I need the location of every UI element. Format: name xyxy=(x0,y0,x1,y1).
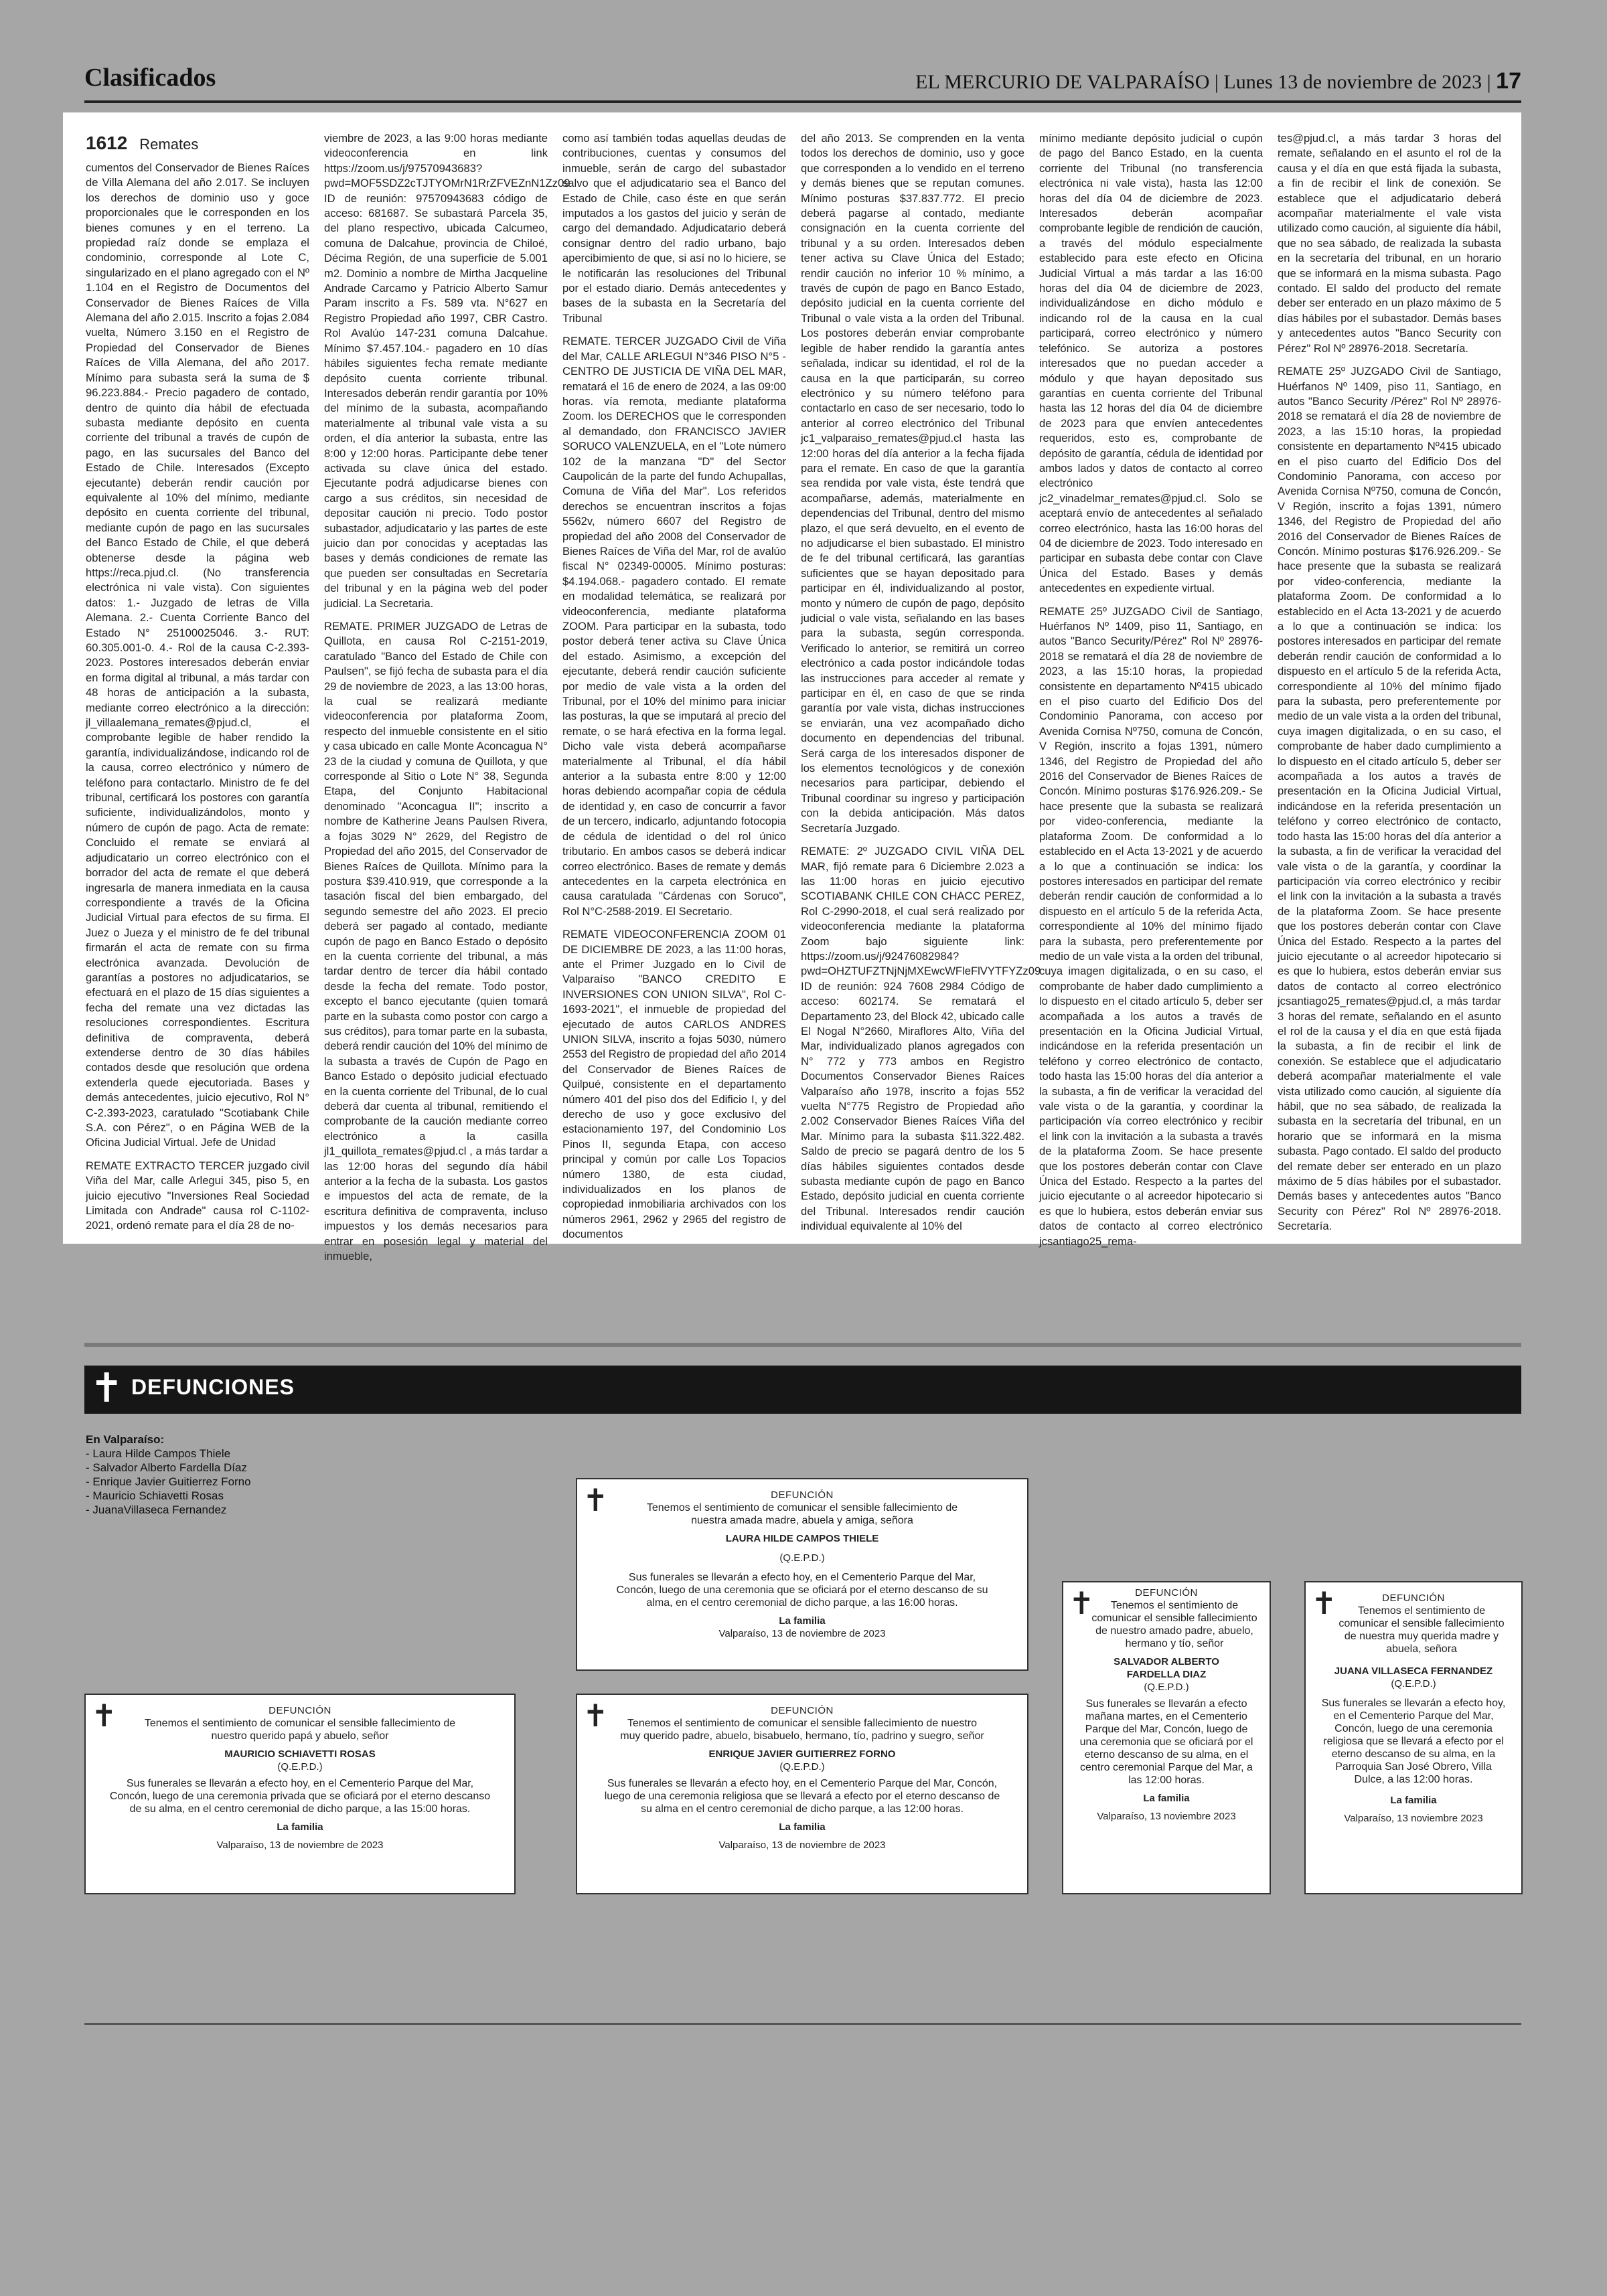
card-label: DEFUNCIÓN xyxy=(1135,1587,1198,1598)
page-number: 17 xyxy=(1496,68,1521,94)
deceased-list xyxy=(86,1432,251,1517)
qepd: (Q.E.P.D.) xyxy=(779,1761,825,1773)
card-body: Sus funerales se llevarán a efecto hoy, en el Cementerio Parque del Mar, Concón, luego de una ceremonia privada que se oficiará por el eterno descanso de su alma, en el centro ceremonial de dicho parque, a las 15:00 horas. xyxy=(109,1778,491,1815)
notice-text: REMATE: 2º JUZGADO CIVIL VIÑA DEL MAR, fijó remate para 6 Diciembre 2.023 a las 11:00 horas en juicio ejecutivo SCOTIABANK CHILE CON CHACC PEREZ, Rol C-2990-2018, el cual será realizado por videoconferencia mediante la plataforma Zoom bajo siguiente link: https://zoom.us/j/92476082984?pwd=OHZTUFZTNjNjMXEwcWFleFlVYTFYZz09 ID de reunión: 924 7608 2984 Código de acceso: 602174. Se rematará el Departamento 23, del Block 42, ubicado calle El Nogal N°2660, Miraflores Alto, Viña del Mar, individualizado planos agregados con N° 772 y 773 ambos en Registro Documentos Conservador Bienes Raíces Valparaíso año 1978, inscrito a fojas 552 vuelta N°775 Registro de Propiedad año 2.002 Conservador Bienes Raíces Viña del Mar. Mínimo para la subasta $11.322.482. Saldo de precio se pagará dentro de los 5 días hábiles siguientes contados desde subasta mediante cupón de pago en Banco Estado, depósito judicial en cuenta corriente del Tribunal. Interesados rendir caución individual equivalente al 10% del xyxy=(801,845,1041,1233)
card-family: La familia xyxy=(277,1821,323,1833)
section-title: Clasificados xyxy=(84,64,216,92)
card-label: DEFUNCIÓN xyxy=(269,1705,331,1716)
deceased-name: ENRIQUE JAVIER GUITIERREZ FORNO xyxy=(708,1748,896,1760)
cross-icon: ✝ xyxy=(1311,1585,1337,1621)
card-intro: Tenemos el sentimiento de comunicar el sensible fallecimiento de nuestra muy querida madre y abuela, señora xyxy=(1338,1605,1505,1655)
column-1 xyxy=(86,131,309,1232)
notice-text: viembre de 2023, a las 9:00 horas mediante videoconferencia en link https://zoom.us/j/97570943683?pwd=MOF5SDZ2cTJTYOMrN1RrZFVEZnN1Zz09 ID de reunión: 97570943683 código de acceso: 681687. Se subastará Parcela 35, del plano respectivo, ubicada Calcumeo, comuna de Dalcahue, provincia de Chiloé, Décima Región, de una superficie de 5.001 m2. Dominio a nombre de Mirtha Jacqueline Andrade Carcamo y Patricio Alberto Samur Param inscrito a Fs. 589 vta. N°627 en Registro Propiedad año 1997, CBR Castro. Rol Avalúo 147-231 comuna Dalcahue. Mínimo $7.457.104.- pagadero en 10 días hábiles siguientes fecha remate mediante depósito cuenta corriente tribunal. Interesados deberán rendir garantía por 10% del mínimo de la subasta, acompañando materialmente al tribunal vale vista a su orden, el día anterior la subasta, entre las 8:00 y 12:00 horas. Participante debe tener activada su clave única del estado. Ejecutante podrá adjudicarse bienes con cargo a sus créditos, sin necesidad de depositar caución ni precio. Todo postor subastador, adjudicatario y las partes de este juicio dan por conocidas y aceptadas las bases y demás condiciones de remate las que pueden ser consultadas en Secretaría del tribunal y en la página web del poder judicial. La Secretaria. xyxy=(324,132,570,610)
column-2 xyxy=(324,131,570,1263)
column-5 xyxy=(1039,131,1263,1248)
notice-text: REMATE. TERCER JUZGADO Civil de Viña del Mar, CALLE ARLEGUI N°346 PISO N°5 - CENTRO DE JUSTICIA DE VIÑA DEL MAR, rematará el 16 de enero de 2024, a las 09:00 horas. vía remota, mediante plataforma Zoom. los DERECHOS que le corresponden al demandado, don FRANCISCO JAVIER SORUCO VALENZUELA, en el "Lote número 102 de la manzana "D" del Sector Caupolicán de la parte del fundo Achupallas, Comuna de Viña del Mar". Los referidos derechos se encuentran inscritos a fojas 5562v, número 6607 del Registro de propiedad del año 2008 del Conservador de Bienes Raíces de Viña del Mar, rol de avalúo fiscal N° 02349-00005. Mínimo posturas: $4.194.068.- pagadero contado. El remate en modalidad telemática, se realizará por videoconferencia, mediante plataforma ZOOM. Para participar en la subasta, todo postor deberá tener activa su Clave Única del estado. Asimismo, a excepción del ejecutante, deberá rendir caución suficiente por medio de vale vista a la orden del Tribunal, por el 10% del mínimo para iniciar las posturas, la que se imputará al precio del remate, o se hará efectiva en la forma legal. Dicho vale vista deberá acompañarse materialmente al Tribunal, el día hábil anterior a la subasta entre 8:00 y 12:00 horas debiendo acompañar copia de cédula de identidad y, en caso de concurrir a favor de un tercero, indicarlo, adjuntando fotocopia de cédula de identidad o del rol único tributario. En ambos casos se deberá indicar correo electrónico. Bases de remate y demás antecedentes en la carpeta electrónica en causa caratulada "Cárdenas con Soruco", Rol N°C-2588-2019. El Secretario. xyxy=(562,335,786,918)
card-family: La familia xyxy=(779,1821,826,1833)
cross-icon: ✝ xyxy=(90,1365,124,1412)
card-date: Valparaíso, 13 de noviembre de 2023 xyxy=(718,1839,886,1851)
list-item: - Mauricio Schiavetti Rosas xyxy=(86,1489,224,1502)
remates-panel xyxy=(63,112,1521,1263)
defunciones-title: DEFUNCIONES xyxy=(131,1375,295,1399)
issue-date: Lunes 13 de noviembre de 2023 xyxy=(1223,71,1482,93)
card-body: Sus funerales se llevarán a efecto hoy, en el Cementerio Parque del Mar, Concón, luego de una ceremonia que se oficiará por el eterno descanso de su alma, en el centro ceremonial de dicho parque, a las 16:00 horas. xyxy=(616,1572,988,1609)
card-intro: Tenemos el sentimiento de comunicar el sensible fallecimiento de nuestro querido papá y abuelo, señor xyxy=(144,1718,456,1742)
obituary-card xyxy=(1062,1581,1271,1894)
notice-text: como así también todas aquellas deudas de contribuciones, cuentas y consumos del inmueble, serán de cargo del subastador salvo que el adjudicatario sea el Banco del Estado de Chile, caso éste en que serán imputados a los gastos del juicio y serán de cargo del demandado. Adjudicatario deberá consignar dentro del radio urbano, bajo apercibimiento de que, si así no lo hiciere, se le notificarán las resoluciones del Tribunal por el estado diario. Demás antecedentes y bases de la subasta en la Secretaría del Tribunal xyxy=(562,132,786,325)
deceased-name: JUANA VILLASECA FERNANDEZ xyxy=(1334,1665,1493,1677)
card-intro: Tenemos el sentimiento de comunicar el sensible fallecimiento de nuestro muy querido padre, abuelo, bisabuelo, hermano, tío, padrino y suegro, señor xyxy=(620,1718,984,1742)
card-family: La familia xyxy=(1390,1795,1437,1806)
notice-text: REMATE. PRIMER JUZGADO de Letras de Quillota, en causa Rol C-2151-2019, caratulado "Banco del Estado de Chile con Paulsen", se fijó fecha de subasta para el día 29 de noviembre de 2023, a las 13:00 horas, la cual se realizará mediante videoconferencia por plataforma Zoom, respecto del inmueble consistente en el sitio y casa ubicado en calle Monte Aconcagua N° 23 de la ciudad y comuna de Quillota, y que corresponde al Sitio o Lote N° 38, Segunda Etapa, del Conjunto Habitacional denominado "Aconcagua II"; inscrito a nombre de Katherine Jeans Paulsen Rivera, a fojas 3029 N° 2629, del Registro de Propiedad del año 2015, del Conservador de Bienes Raíces de Quillota. Mínimo para la postura $39.410.919, que corresponde a la tasación fiscal del bien embargado, del segundo semestre del año 2023. El precio deberá ser pagado al contado, mediante cupón de pago en Banco Estado o depósito en la cuenta corriente del tribunal, a más tardar dentro de tercer día hábil contado desde la fecha del remate. Todo postor, excepto el banco ejecutante (quien tomará parte en la subasta como postor con cargo a sus créditos), para tomar parte en la subasta, deberá rendir caución del 10% del mínimo de la subasta a través de Cupón de Pago en Banco Estado o depósito judicial efectuado en la cuenta corriente del Tribunal, de lo cual deberá dar cuenta al tribunal, remitiendo el comprobante de la caución mediante correo electrónico a la casilla jl1_quillota_remates@pjud.cl , a más tardar a las 12:00 horas del segundo día hábil anterior a la fecha de la subasta. Los gastos e impuestos del acta de remate, de la escritura definitiva de compraventa, incluso impuestos y los demás necesarios para entrar en posesión legal y material del inmueble, xyxy=(324,620,548,1263)
card-label: DEFUNCIÓN xyxy=(1382,1592,1445,1604)
card-date: Valparaíso, 13 noviembre 2023 xyxy=(1097,1811,1236,1822)
newspaper-name: EL MERCURIO DE VALPARAÍSO xyxy=(915,71,1210,93)
defunciones-banner xyxy=(84,1366,1521,1414)
card-body: Sus funerales se llevarán a efecto hoy, en el Cementerio Parque del Mar, Concón, luego de una ceremonia religiosa que se llevará a efecto por el eterno descanso de su alma en el centro ceremonial de dicho parque, a las 12:00 horas. xyxy=(604,1778,1000,1815)
qepd: (Q.E.P.D.) xyxy=(779,1552,825,1564)
notice-text: cumentos del Conservador de Bienes Raíces de Villa Alemana del año 2.017. Se incluyen los derechos de dominio uso y goce proporcionales que le corresponden en los bienes comunes y en el terreno. La propiedad raíz donde se emplaza el condominio, corresponde al Lote C, singularizado en el plano agregado con el Nº 1.104 en el Registro de Documentos del Conservador de Bienes Raíces de Villa Alemana del año 2.015. Inscrito a fojas 2.084 vuelta, Número 3.150 en el Registro de Propiedad del Conservador de Bienes Raíces de Villa Alemana, del año 2017. Mínimo para subasta será la suma de $ 96.223.884.- Precio pagadero de contado, dentro de quinto día hábil de efectuada subasta mediante depósito en cuenta corriente del tribunal a través de cupón de pago, en las sucursales del Banco del Estado de Chile. Interesados (Excepto ejecutante) deberán rendir caución por equivalente al 10% del mínimo, mediante depósito en cuenta corriente del tribunal, mediante cupón de pago en las sucursales del Banco Estado de Chile, el que deberá obtenerse desde la página web https://reca.pjud.cl. (No transferencia electrónica ni vale vista). Con siguientes datos: 1.- Juzgado de letras de Villa Alemana. 2.- Cuenta Corriente Banco del Estado N° 25100025046. 3.- RUT: 60.305.001-0. 4.- Rol de la causa C-2.393-2023. Postores interesados deberán enviar en forma digital al tribunal, a más tardar con 48 horas de anticipación a la subasta, mediante correo electrónico a la dirección: jl_villaalemana_remates@pjud.cl, el comprobante legible de haber rendido la garantía, individualizándose, indicando rol de la causa, correo electrónico y número de teléfono para contactarlo. Ministro de fe del tribunal, certificará los postores con garantía suficiente, individualizándolos, monto y número de cupón de pago. Acta de remate: Concluido el remate se enviará al adjudicatario un correo electrónico con el borrador del acta de remate el que deberá ingresarla de manera inmediata en la causa correspondiente a través de la Oficina Judicial Virtual para efectos de su firma. El Juez o Jueza y el ministro de fe del tribunal firmarán el acta de remate con su firma electrónica avanzada. Devolución de garantías a postores no adjudicatarios, se efectuará en el plazo de 15 días siguientes a fecha del remate una vez dictadas las resoluciones correspondientes. Escritura definitiva de compraventa, deberá extenderse dentro de 30 días hábiles contados desde que resolución que ordena extenderla quede ejecutoriada. Bases y demás antecedentes, juicio ejecutivo, Rol N° C-2.393-2023, caratulado "Scotiabank Chile S.A. con Pérez", o en Página WEB de la Oficina Judicial Virtual. Jefe de Unidad xyxy=(86,161,309,1149)
obituary-card xyxy=(84,1694,516,1894)
notice-text: del año 2013. Se comprenden en la venta todos los derechos de dominio, uso y goce que corresponden a lo vendido en el terreno y demás bienes que se reputan comunes. Mínimo posturas $37.837.772. El precio deberá pagarse al contado, mediante consignación en la cuenta corriente del tribunal y a su orden. Interesados deben tener activa su Clave Única del Estado; rendir caución no inferior 10 % mínimo, a través de cupón de pago en Banco Estado, depósito judicial en la cuenta corriente del Tribunal o vale vista a la orden del Tribunal. Los postores deberán enviar comprobante legible de haber rendido la garantía antes señalada, indicar su identidad, el rol de la causa en la que participarán, su correo electrónico y su número teléfono para contactarlo en caso de ser necesario, todo lo anterior al correo electrónico del Tribunal jc1_valparaiso_remates@pjud.cl hasta las 12:00 horas del día anterior a la fecha fijada para el remate. En caso de que la garantía sea rendida por vale vista, éste tendrá que acompañarse, además, materialmente en dependencias del Tribunal, dentro del mismo plazo, el que será devuelto, en el evento de no adjudicarse el bien subastado. El ministro de fe del tribunal certificará, las garantías suficientes que se hayan depositado para participar en él, individualizando al postor, monto y número de cupón de pago, depósito judicial o vale vista, señalando en las bases para la subasta, según corresponda. Verificado lo anterior, se remitirá un correo electrónico a cada postor indicándole todas las instrucciones para acceder al remate y participar en él, en caso de que se rinda garantía por vale vista, dichas instrucciones se enviarán, una vez acompañado dicho documento en dependencias del tribunal. Será carga de los interesados disponer de los elementos tecnológicos y de conexión necesarios para participar, debiendo el Tribunal coordinar su ingreso y participación con la debida anticipación. Más datos Secretaría Juzgado. xyxy=(801,132,1024,835)
list-item: - Enrique Javier Guitierrez Forno xyxy=(86,1475,251,1488)
card-date: Valparaíso, 13 de noviembre de 2023 xyxy=(718,1628,886,1639)
card-body: Sus funerales se llevarán a efecto hoy, en el Cementerio Parque del Mar, Concón, luego de una ceremonia religiosa que se llevará a efecto por el eterno descanso de su alma, en la Parroquia San José Obrero, Villa Dulce, a las 12:00 horas. xyxy=(1321,1698,1506,1785)
obituary-card xyxy=(1304,1581,1523,1894)
bottom-divider xyxy=(84,2023,1521,2025)
qepd: (Q.E.P.D.) xyxy=(1391,1678,1436,1690)
card-intro: Tenemos el sentimiento de comunicar el sensible fallecimiento de nuestro amado padre, abuelo, hermano y tío, señor xyxy=(1091,1600,1257,1649)
notice-text: REMATE EXTRACTO TERCER juzgado civil Viña del Mar, calle Arlegui 345, piso 5, en juicio ejecutivo "Inversiones Real Sociedad Limitada con Andrade" causa rol C-1102-2021, ordenó remate para el día 28 de no- xyxy=(86,1159,309,1232)
card-date: Valparaíso, 13 noviembre 2023 xyxy=(1344,1813,1483,1824)
section-divider xyxy=(84,1343,1521,1347)
cross-icon: ✝ xyxy=(583,1698,609,1734)
notice-text: tes@pjud.cl, a más tardar 3 horas del remate, señalando en el asunto el rol de la causa y el día en que está fijada la subasta, a fin de recibir el link de conexión. Se establece que el adjudicatario deberá acompañar materialmente el vale vista utilizado como caución, al siguiente día hábil, que no sea sábado, de realizada la subasta en la secretaría del tribunal, en un horario que se informará en la misma subasta. Pago contado. El saldo del producto del remate deber ser enterado en un plazo máximo de 5 días hábiles por el subastador. Demás bases y antecedentes autos "Banco Security con Pérez" Rol Nº 28976-2018. Secretaría. xyxy=(1278,132,1501,355)
obituary-card xyxy=(576,1694,1028,1894)
card-date: Valparaíso, 13 de noviembre de 2023 xyxy=(216,1839,384,1851)
list-title: En Valparaíso: xyxy=(86,1433,165,1446)
cross-icon: ✝ xyxy=(91,1698,117,1734)
list-item: - Salvador Alberto Fardella Díaz xyxy=(86,1461,247,1474)
card-intro: Tenemos el sentimiento de comunicar el sensible fallecimiento de nuestra amada madre, abuela y amiga, señora xyxy=(646,1502,958,1526)
deceased-name: SALVADOR ALBERTO FARDELLA DIAZ xyxy=(1114,1656,1219,1680)
list-item: - Laura Hilde Campos Thiele xyxy=(86,1447,231,1460)
notice-text: REMATE 25º JUZGADO Civil de Santiago, Huérfanos Nº 1409, piso 11, Santiago, en autos "Banco Security /Pérez" Rol Nº 28976-2018 se rematará el día 28 de noviembre de 2023, a las 15:10 horas, la propiedad consistente en departamento Nº415 ubicado en el piso cuarto del Edificio Dos del Condominio Panorama, con acceso por Avenida Cornisa Nº750, comuna de Concón, V Región, inscrito a fojas 1391, número 1346, del Registro de Propiedad del año 2016 del Conservador de Bienes Raíces de Concón. Mínimo posturas $176.926.209.- Se hace presente que la subasta se realizará por video-conferencia, mediante la plataforma Zoom. De conformidad a lo establecido en el Acta 13-2021 y de acuerdo a lo que a continuación se indica: los postores interesados en participar del remate deberán rendir caución de conformidad a lo dispuesto en el artículo 5 de la referida Acta, correspondiente al 10% del mínimo fijado para la subasta, pero preferentemente por medio de un vale vista a la orden del tribunal, cuya imagen digitalizada, o en su caso, el comprobante de haber dado cumplimiento a lo dispuesto en el citado artículo 5, deber ser acompañada a los autos a través de presentación en la Oficina Judicial Virtual, indicándose en la referida presentación un teléfono y correo electrónico de contacto, todo hasta las 15:00 horas del día anterior a la subasta, a fin de verificar la veracidad del vale vista o de la garantía, y coordinar la participación vía correo electrónico y recibir el link con la invitación a la subasta a través de la plataforma Zoom. Se hace presente que los postores deberán contar con Clave Única del Estado. Respecto a la partes del juicio ejecutante o al acreedor hipotecario si es que lo hubiera, estos deberán enviar sus datos de contacto al correo electrónico jcsantiago25_remates@pjud.cl, a más tardar 3 horas del remate, señalando en el asunto el rol de la causa y el día en que está fijada la subasta, a fin de recibir el link de conexión. Se establece que el adjudicatario deberá acompañar materialmente el vale vista utilizado como caución, al siguiente día hábil, que no sea sábado, de realizada la subasta en la secretaría del tribunal, en un horario que se informará en la misma subasta. Pago contado. El saldo del producto del remate deber ser enterado en un plazo máximo de 5 días hábiles por el subastador. Demás bases y antecedentes autos "Banco Security con Pérez" Rol Nº 28976-2018. Secretaría. xyxy=(1278,365,1501,1233)
header-divider xyxy=(84,100,1521,103)
cross-icon: ✝ xyxy=(1069,1585,1095,1621)
column-4 xyxy=(801,131,1041,1233)
deceased-name: LAURA HILDE CAMPOS THIELE xyxy=(725,1533,879,1544)
column-6 xyxy=(1278,131,1501,1233)
card-label: DEFUNCIÓN xyxy=(771,1705,834,1716)
list-item: - JuanaVillaseca Fernandez xyxy=(86,1503,227,1516)
notice-text: REMATE 25º JUZGADO Civil de Santiago, Huérfanos Nº 1409, piso 11, Santiago, en autos "Banco Security/Pérez" Rol Nº 28976-2018 se rematará el día 28 de noviembre de 2023, a las 15:10 horas, la propiedad consistente en departamento Nº415 ubicado en el piso cuarto del Edificio Dos del Condominio Panorama, con acceso por Avenida Cornisa Nº750, comuna de Concón, V Región, inscrito a fojas 1391, número 1346, del Registro de Propiedad del año 2016 del Conservador de Bienes Raíces de Concón. Mínimo posturas $176.926.209.- Se hace presente que la subasta se realizará por video-conferencia, mediante la plataforma Zoom. De conformidad a lo establecido en el Acta 13-2021 y de acuerdo a lo que a continuación se indica: los postores interesados en participar del remate deberán rendir caución de conformidad a lo dispuesto en el artículo 5 de la referida Acta, correspondiente al 10% del mínimo fijado para la subasta, pero preferentemente por medio de un vale vista a la orden del tribunal, cuya imagen digitalizada, o en su caso, el comprobante de haber dado cumplimiento a lo dispuesto en el citado artículo 5, deber ser acompañada a los autos a través de presentación en la Oficina Judicial Virtual, indicándose en la referida presentación un teléfono y correo electrónico de contacto, todo hasta las 15:00 horas del día anterior a la subasta, a fin de verificar la veracidad del vale vista o de la garantía, y coordinar la participación vía correo electrónico y recibir el link con la invitación a la subasta a través de la plataforma Zoom. Se hace presente que los postores deberán contar con Clave Única del Estado. Respecto a la partes del juicio ejecutante o al acreedor hipotecario si es que lo hubiera, estos deberán enviar sus datos de contacto al correo electrónico jcsantiago25_rema- xyxy=(1039,604,1263,1248)
card-family: La familia xyxy=(1143,1793,1190,1804)
deceased-name: MAURICIO SCHIAVETTI ROSAS xyxy=(224,1748,376,1760)
section-heading: 1612 Remates xyxy=(86,133,199,153)
column-3 xyxy=(562,131,786,1241)
masthead: EL MERCURIO DE VALPARAÍSO | Lunes 13 de noviembre de 2023 | 17 xyxy=(915,68,1521,94)
card-label: DEFUNCIÓN xyxy=(771,1489,834,1501)
cross-icon: ✝ xyxy=(583,1482,609,1518)
notice-text: mínimo mediante depósito judicial o cupón de pago del Banco Estado, en la cuenta corriente del Tribunal (no transferencia electrónica ni vale vista), hasta las 12:00 horas del día 04 de diciembre de 2023. Interesados deberán acompañar comprobante legible de rendición de caución, a través del módulo especialmente establecido para este efecto en Oficina Judicial Virtual a más tardar a las 16:00 horas del día 04 de diciembre de 2023, individualizándose en dicho módulo e indicando rol de la causa en la cual participará, correo electrónico y número telefónico. Se autoriza a postores interesados que no puedan acceder a módulo y que hayan depositado sus garantías en cuenta corriente del Tribunal hasta las 12 horas del día 04 de diciembre de 2023 para que envíen antecedentes requeridos, esto es, comprobante de depósito de garantía, cédula de identidad por ambos lados y datos de contacto al correo electrónico jc2_vinadelmar_remates@pjud.cl. Solo se aceptará envío de antecedentes al señalado correo electrónico, hasta las 16:00 horas del 04 de diciembre de 2023. Todo interesado en participar en subasta debe contar con Clave Única del Estado. Bases y demás antecedentes en expediente virtual. xyxy=(1039,132,1263,595)
notice-text: REMATE VIDEOCONFERENCIA ZOOM 01 DE DICIEMBRE DE 2023, a las 11:00 horas, ante el Primer Juzgado en lo Civil de Valparaíso "BANCO CREDITO E INVERSIONES CON UNION SILVA", Rol C-1693-2021", el inmueble de propiedad del ejecutado de autos CARLOS ANDRES UNION SILVA, inscrito a fojas 5030, número 2553 del Registro de propiedad del año 2014 del Conservador de Bienes Raíces de Quilpué, consistente en el departamento número 401 del piso dos del Edificio I, y del derecho de uso y goce exclusivo del estacionamiento 197, del Condominio Los Pinos II, segunda Etapa, con acceso principal y común por calle Los Topacios número 1380, de esta ciudad, individualizados en los planos de copropiedad inmobiliaria archivados con los números 2961, 2962 y 2965 del registro de documentos xyxy=(562,928,786,1241)
qepd: (Q.E.P.D.) xyxy=(277,1761,323,1773)
card-body: Sus funerales se llevarán a efecto mañana martes, en el Cementerio Parque del Mar, Concón, luego de una ceremonia que se oficiará por el eterno descanso de su alma, en el centro ceremonial Parque del Mar, a las 12:00 horas. xyxy=(1079,1698,1253,1786)
qepd: (Q.E.P.D.) xyxy=(1144,1682,1189,1693)
obituary-card xyxy=(576,1478,1028,1671)
card-family: La familia xyxy=(779,1615,826,1627)
